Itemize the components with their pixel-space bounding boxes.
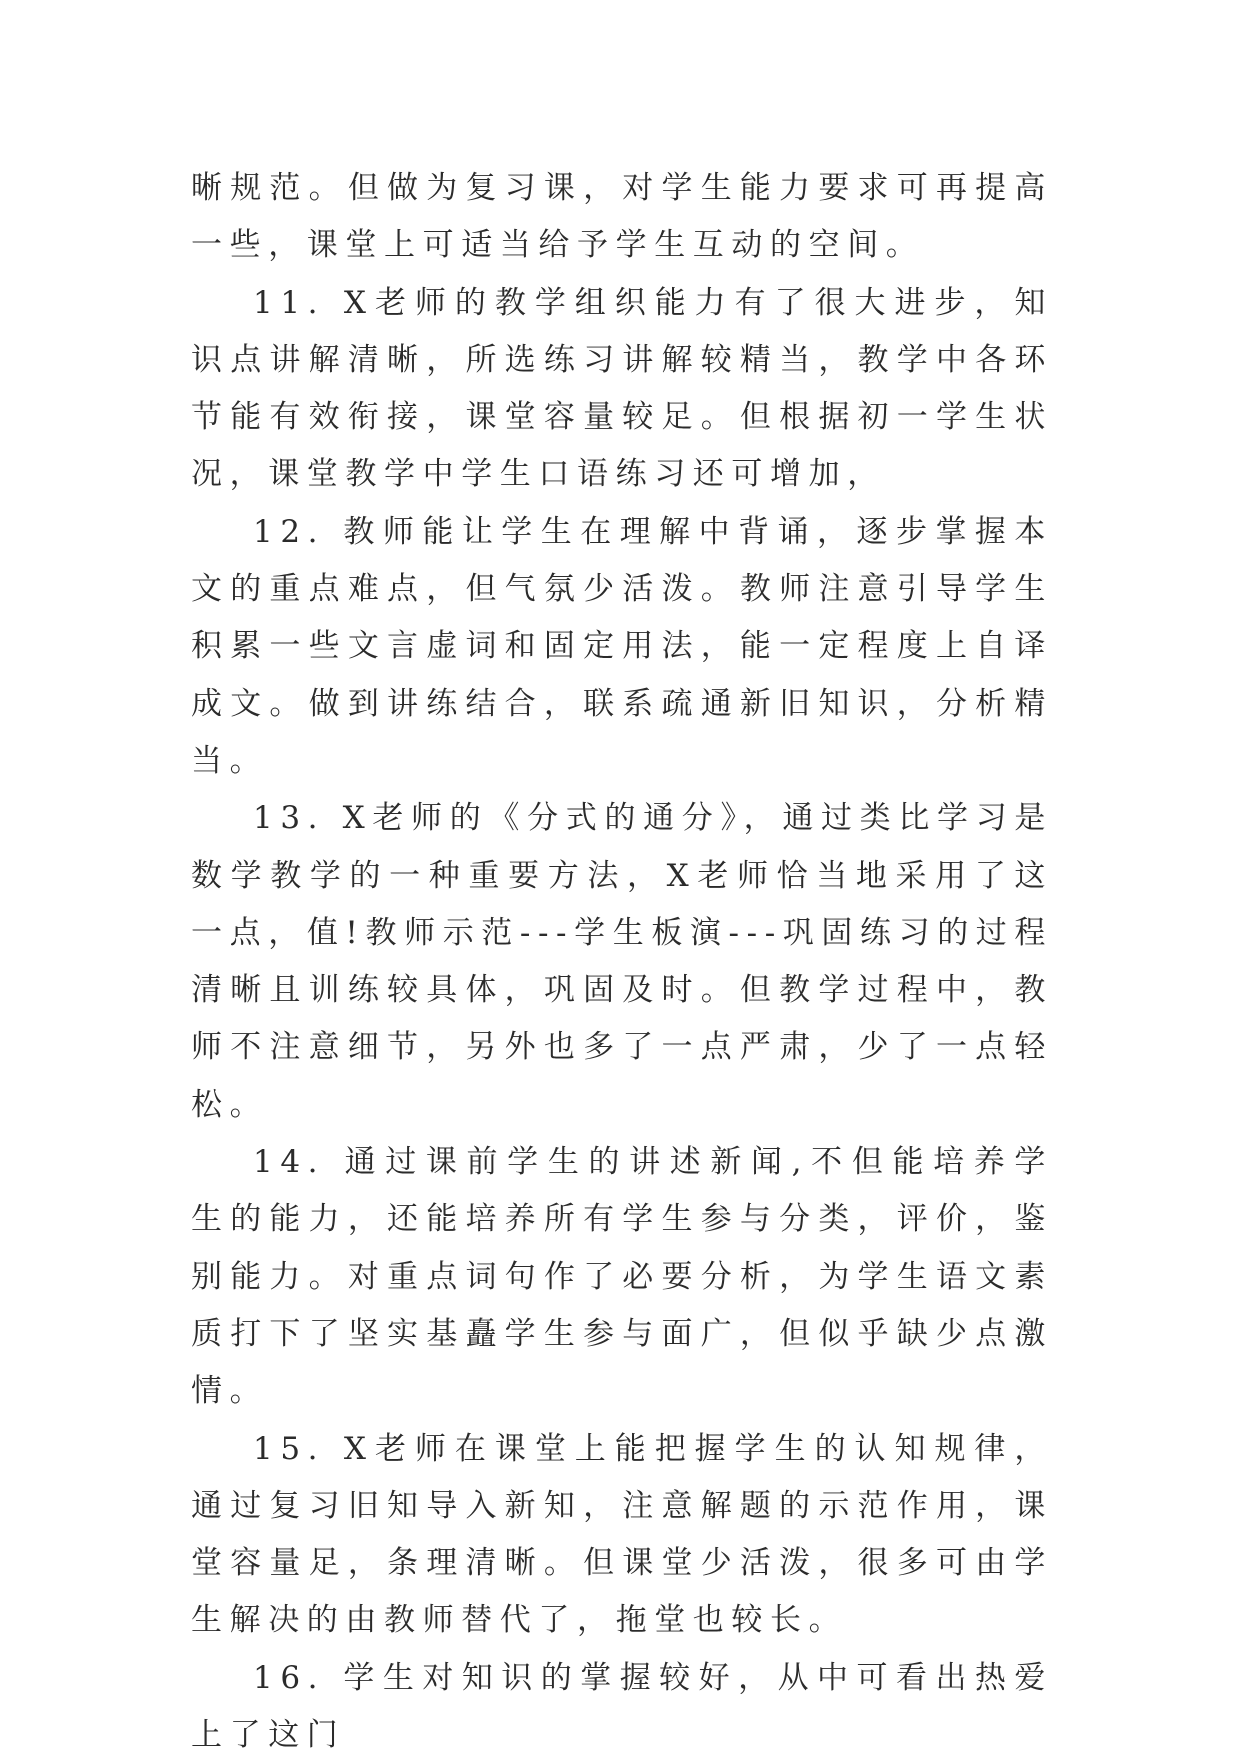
paragraph-item-13: 13. X老师的《分式的通分》，通过类比学习是数学教学的一种重要方法，X老师恰当地采用了这一点，值!教师示范---学生板演---巩固练习的过程清晰且训练较具体，巩固及时。但教学过程中，教师不注意细节，另外也多了一点严肃，少了一点轻松。	[191, 800, 1053, 1123]
paragraph-item-15: 15. X老师在课堂上能把握学生的认知规律，通过复习旧知导入新知，注意解题的示范作用，课堂容量足，条理清晰。但课堂少活泼，很多可由学生解决的由教师替代了，拖堂也较长。	[191, 1430, 1053, 1639]
paragraph-continuation: 晰规范。但做为复习课，对学生能力要求可再提高一些，课堂上可适当给予学生互动的空间。	[191, 170, 1053, 264]
paragraph-item-11: 11. X老师的教学组织能力有了很大进步，知识点讲解清晰，所选练习讲解较精当，教学中各环节能有效衔接，课堂容量较足。但根据初一学生状况，课堂教学中学生口语练习还可增加，	[191, 284, 1053, 493]
paragraph-item-16: 16. 学生对知识的掌握较好，从中可看出热爱上了这门	[191, 1659, 1053, 1754]
paragraph-item-12: 12. 教师能让学生在理解中背诵，逐步掌握本文的重点难点，但气氛少活泼。教师注意引导学生积累一些文言虚词和固定用法，能一定程度上自译成文。做到讲练结合，联系疏通新旧知识，分析精当。	[191, 513, 1053, 779]
paragraph-item-14: 14. 通过课前学生的讲述新闻,不但能培养学生的能力，还能培养所有学生参与分类，评价，鉴别能力。对重点词句作了必要分析，为学生语文素质打下了坚实基矗学生参与面广，但似乎缺少点激情。	[191, 1144, 1053, 1410]
document-body	[191, 160, 1053, 1764]
